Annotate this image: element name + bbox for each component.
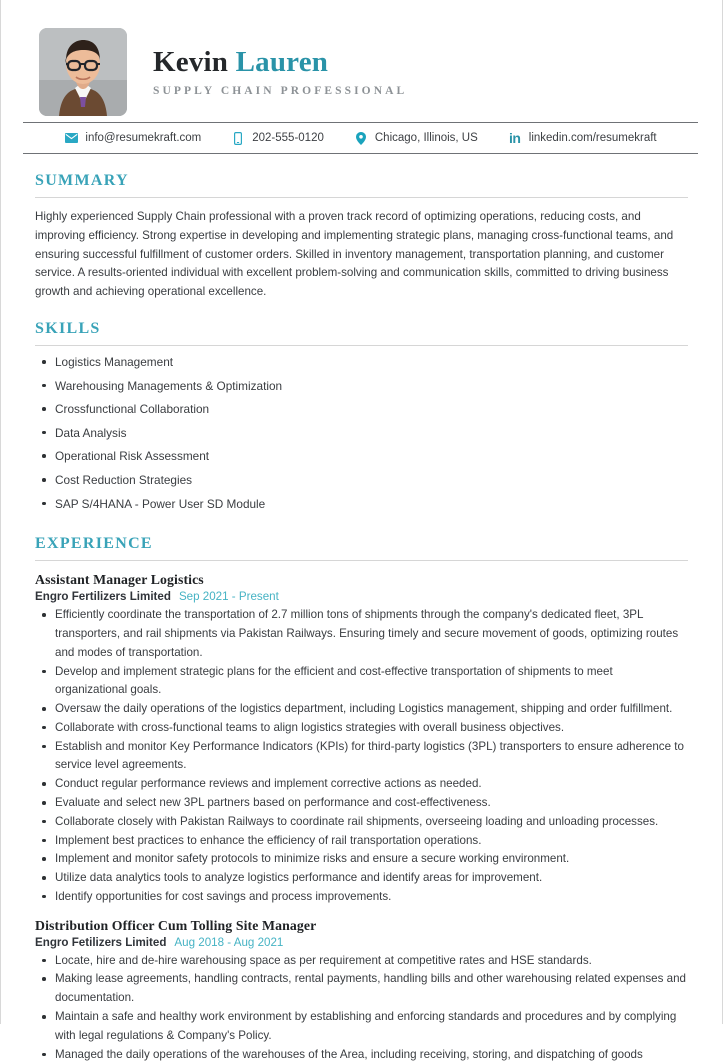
list-item: Crossfunctional Collaboration [35,400,688,419]
list-item: Operational Risk Assessment [35,447,688,466]
summary-heading-rule [35,197,688,198]
job-meta [35,936,688,949]
linkedin-glyph: in [509,130,521,146]
last-name: Lauren [235,46,329,79]
list-item: Locate, hire and de-hire warehousing space as per requirement at competitive rates and HSE standards. [35,952,688,971]
linkedin-icon [508,131,522,145]
list-item: Implement best practices to enhance the efficiency of rail transportation operations. [35,832,688,851]
contact-linkedin[interactable] [508,131,657,145]
contact-location[interactable] [354,131,478,145]
section-skills [23,320,698,514]
spacer [23,518,698,535]
experience-entry [35,918,688,1064]
job-bullet-list [35,606,688,907]
resume-content [1,0,722,1064]
contact-email-text: info@resumekraft.com [85,132,202,144]
section-experience [23,535,698,1064]
contact-location-text: Chicago, Illinois, US [374,132,478,144]
skills-heading-rule [35,345,688,346]
avatar [39,28,127,116]
map-pin-icon [354,131,368,145]
job-title: Distribution Officer Cum Tolling Site Manager [35,917,317,933]
contact-bar [23,123,698,153]
list-item: Utilize data analytics tools to analyze logistics performance and identify areas for improvement. [35,869,688,888]
list-item: Develop and implement strategic plans for the efficient and cost-effective transportation of shipments to meet organizational goals. [35,663,688,701]
list-item: Efficiently coordinate the transportation of 2.7 million tons of shipments through the company's dedicated fleet, 3PL transporters, and rail shipments via Pakistan Railways. Ensuring timely and secure movement of goods, optimizing routes and modes of transportation. [35,606,688,662]
list-item: Logistics Management [35,353,688,372]
list-item: Warehousing Managements & Optimization [35,377,688,396]
experience-list [35,572,688,1064]
contact-phone-text: 202-555-0120 [252,132,324,144]
envelope-icon [64,131,78,145]
list-item: Data Analysis [35,424,688,443]
job-company: Engro Fertilizers Limited [35,590,171,604]
contact-phone[interactable] [231,131,324,145]
list-item: Collaborate with cross-functional teams to align logistics strategies with overall business objectives. [35,719,688,738]
list-item: Collaborate closely with Pakistan Railways to coordinate rail shipments, overseeing loading and unloading processes. [35,813,688,832]
list-item: Identify opportunities for cost savings and process improvements. [35,888,688,907]
experience-entry [35,572,688,907]
list-item: Managed the daily operations of the warehouses of the Area, including receiving, storing, and dispatching of goods [35,1046,688,1064]
skills-list [35,353,688,514]
first-name: Kevin [153,46,229,79]
list-item: Conduct regular performance reviews and implement corrective actions as needed. [35,775,688,794]
spacer [23,302,698,320]
list-item: Oversaw the daily operations of the logistics department, including Logistics management, shipping and order fulfillment. [35,700,688,719]
experience-heading: EXPERIENCE [35,535,153,553]
section-summary [23,172,698,302]
contact-linkedin-text: linkedin.com/resumekraft [528,132,657,144]
skills-heading: SKILLS [35,319,101,337]
list-item: Implement and monitor safety protocols to minimize risks and ensure a secure working environment. [35,850,688,869]
list-item: Making lease agreements, handling contracts, rental payments, handling bills and other warehousing related expenses and documentation. [35,970,688,1008]
resume-header [23,22,698,122]
summary-heading: SUMMARY [35,172,129,189]
job-dates: Aug 2018 - Aug 2021 [174,935,284,949]
list-item: Cost Reduction Strategies [35,471,688,490]
professional-title: SUPPLY CHAIN PROFESSIONAL [153,84,408,97]
job-company: Engro Fetilizers Limited [35,935,167,949]
list-item: Evaluate and select new 3PL partners based on performance and cost-effectiveness. [35,794,688,813]
job-title: Assistant Manager Logistics [35,572,204,588]
job-meta [35,590,688,603]
job-bullet-list [35,952,688,1064]
list-item: Maintain a safe and healthy work environment by establishing and enforcing standards and procedures and by complying with legal regulations & Company's Policy. [35,1008,688,1046]
page-title [153,47,407,77]
contact-email[interactable] [64,131,201,145]
summary-text: Highly experienced Supply Chain professional with a proven track record of optimizing operations, reducing costs, and improving efficiency. Strong expertise in developing and implementing strategic plans, managing cross-functional teams, and ensuring successful fulfillment of customer orders. Skilled in inventory management, transportation planning, and customer service. A results-oriented individual with excellent problem-solving and communication skills, committed to driving business growth and achieving operational excellence. [35,210,674,299]
profile-photo-graphic [39,28,127,116]
name-block [153,47,407,96]
job-dates: Sep 2021 - Present [178,590,279,604]
experience-heading-rule [35,560,688,561]
list-item: SAP S/4HANA - Power User SD Module [35,495,688,514]
list-item: Establish and monitor Key Performance Indicators (KPIs) for third-party logistics (3PL) transporters to ensure adherence to service level agreements. [35,738,688,776]
spacer [23,154,698,172]
mobile-phone-icon [231,131,245,145]
